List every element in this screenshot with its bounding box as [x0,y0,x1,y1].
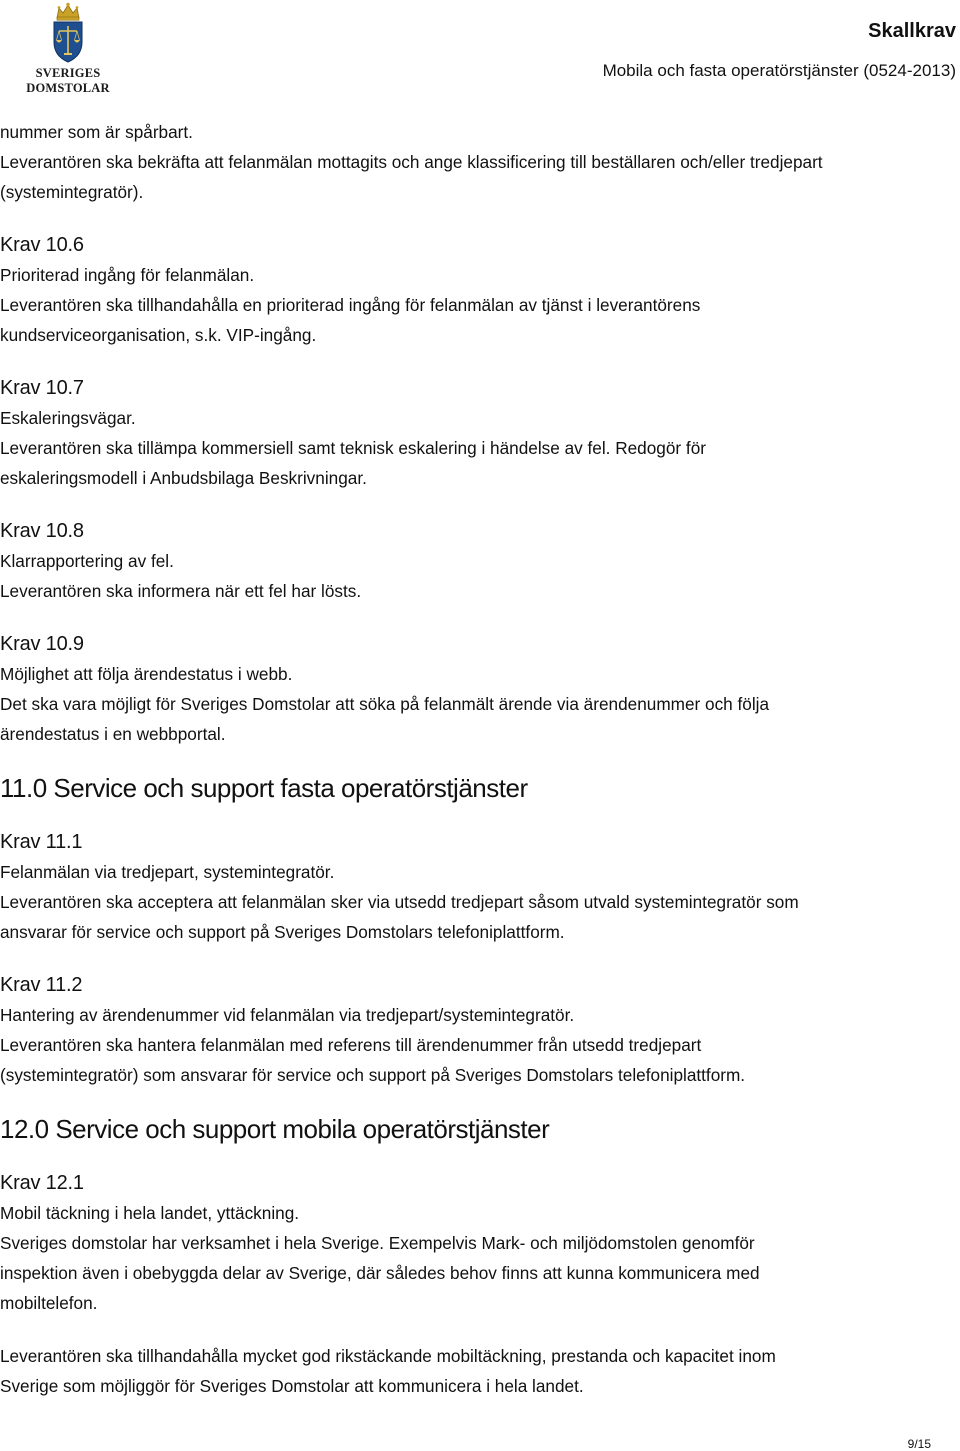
requirement-subtitle: Eskaleringsvägar. [0,408,136,428]
section-heading: 11.0 Service och support fasta operatörstjänster [0,773,528,803]
body-line: (systemintegratör). [0,182,144,202]
requirement-heading: Krav 10.8 [0,520,84,542]
requirement-heading: Krav 12.1 [0,1172,84,1194]
body-line: (systemintegratör) som ansvarar för service och support på Sveriges Domstolars telefoniplattform. [0,1065,746,1085]
body-line: nummer som är spårbart. [0,122,193,142]
page-number: 9/15 [907,1437,931,1451]
body-line: Leverantören ska tillämpa kommersiell samt teknisk eskalering i händelse av fel. Redogör för [0,438,706,458]
body-line: Leverantören ska tillhandahålla en prioriterad ingång för felanmälan av tjänst i leverantörens [0,295,701,315]
logo-wordmark: SVERIGES DOMSTOLAR [26,66,110,95]
requirement-heading: Krav 10.9 [0,633,84,655]
section-heading: 12.0 Service och support mobila operatörstjänster [0,1114,550,1144]
requirement-subtitle: Felanmälan via tredjepart, systemintegratör. [0,862,335,882]
requirement-heading: Krav 10.7 [0,377,84,399]
sveriges-domstolar-logo [2,2,134,95]
document-body [0,117,940,1401]
body-line: Leverantören ska bekräfta att felanmälan mottagits och ange klassificering till beställaren och/eller tredjepart [0,152,823,172]
body-line: Det ska vara möjligt för Sveriges Domstolar att söka på felanmält ärende via ärendenummer och följa [0,694,770,714]
requirement-heading: Krav 11.2 [0,974,83,996]
body-line: Leverantören ska acceptera att felanmälan sker via utsedd tredjepart såsom utvald systemintegratör som [0,892,799,912]
body-line: mobiltelefon. [0,1293,98,1313]
requirement-heading: Krav 11.1 [0,831,83,853]
requirement-subtitle: Möjlighet att följa ärendestatus i webb. [0,664,293,684]
body-line: Leverantören ska tillhandahålla mycket god rikstäckande mobiltäckning, prestanda och kapacitet inom [0,1346,776,1366]
requirement-subtitle: Mobil täckning i hela landet, yttäckning. [0,1203,300,1223]
body-line: kundserviceorganisation, s.k. VIP-ingång. [0,325,317,345]
body-line: Leverantören ska hantera felanmälan med referens till ärendenummer från utsedd tredjepart [0,1035,702,1055]
requirement-subtitle: Klarrapportering av fel. [0,551,174,571]
body-line: Leverantören ska informera när ett fel har lösts. [0,581,362,601]
body-line: Sverige som möjliggör för Sveriges Domstolar att kommunicera i hela landet. [0,1376,584,1396]
requirement-subtitle: Hantering av ärendenummer vid felanmälan via tredjepart/systemintegratör. [0,1005,575,1025]
body-line: inspektion även i obebyggda delar av Sverige, där således behov finns att kunna kommunicera med [0,1263,760,1283]
body-line: ansvarar för service och support på Sveriges Domstolars telefoniplattform. [0,922,565,942]
body-line: Sveriges domstolar har verksamhet i hela Sverige. Exempelvis Mark- och miljödomstolen genomför [0,1233,755,1253]
crown-shield-icon [48,2,88,64]
requirement-heading: Krav 10.6 [0,234,84,256]
page-header [0,0,960,95]
requirement-subtitle: Prioriterad ingång för felanmälan. [0,265,255,285]
document-title: Skallkrav [868,20,956,42]
document-subtitle: Mobila och fasta operatörstjänster (0524-2013) [602,61,956,80]
body-line: ärendestatus i en webbportal. [0,724,226,744]
body-line: eskaleringsmodell i Anbudsbilaga Beskrivningar. [0,468,367,488]
